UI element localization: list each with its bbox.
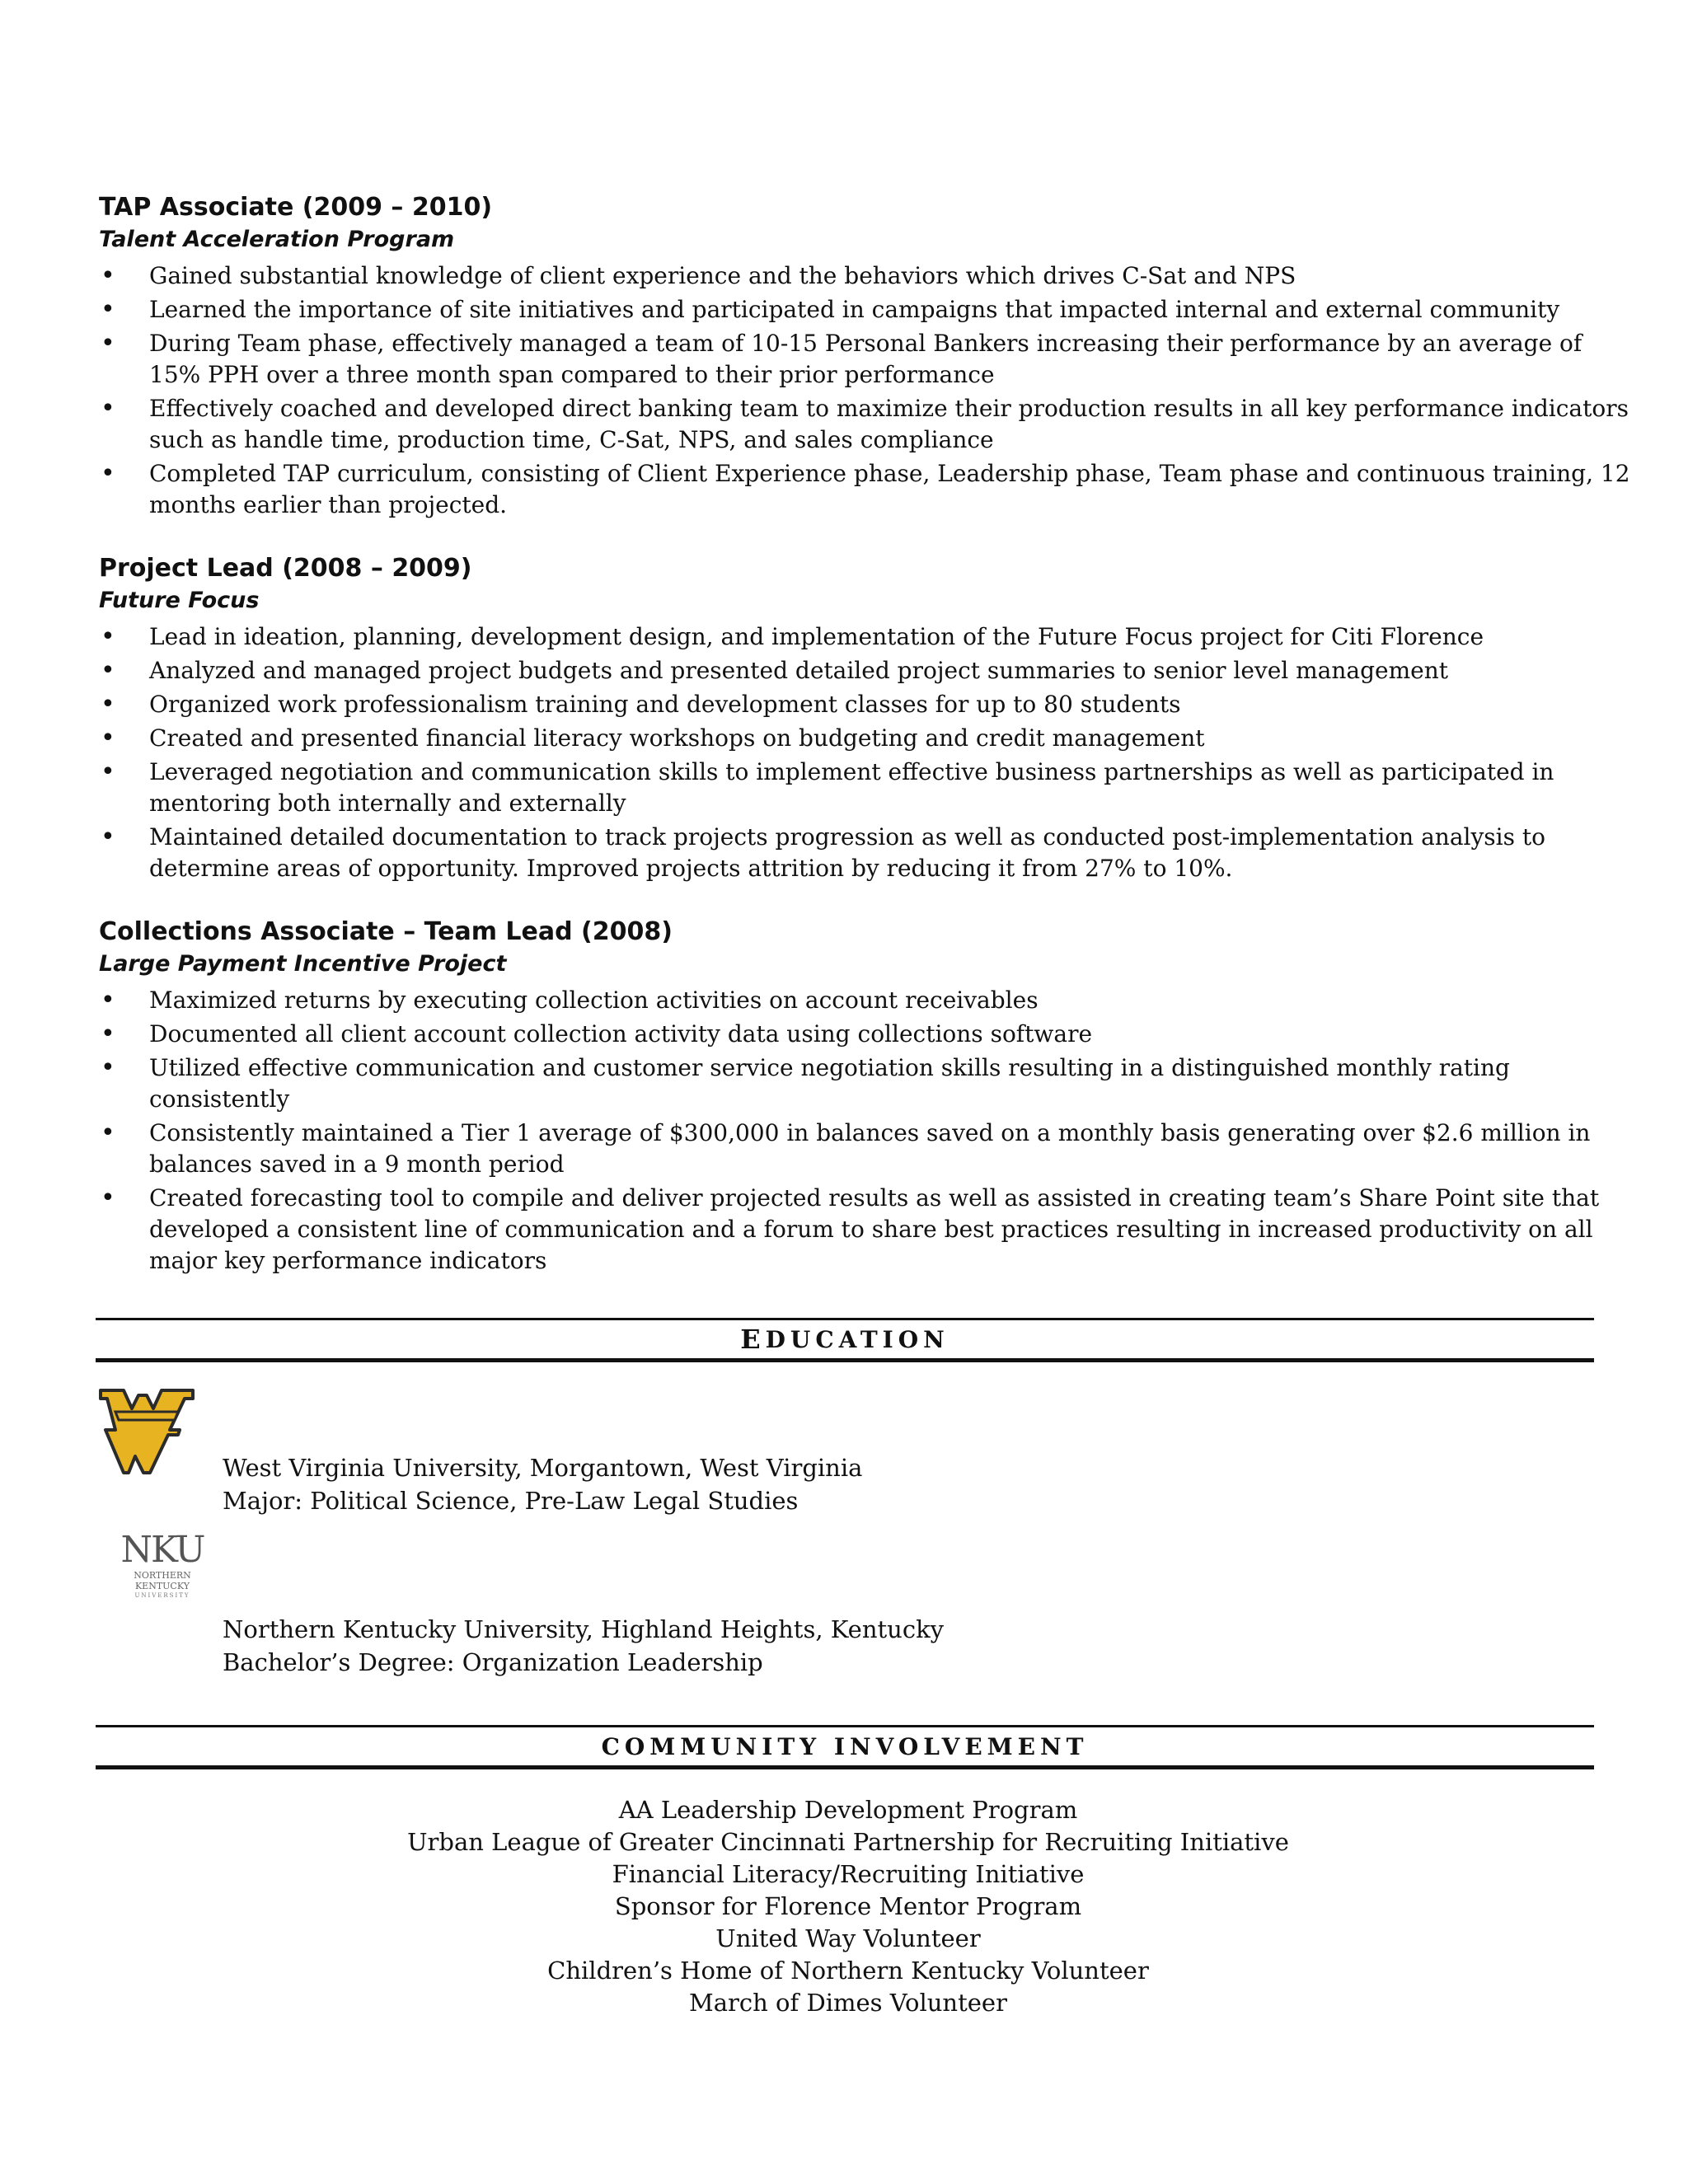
- list-item: March of Dimes Volunteer: [689, 1989, 1007, 2017]
- list-item: AA Leadership Development Program: [618, 1796, 1078, 1824]
- job-title: Project Lead (2008 – 2009): [99, 554, 472, 583]
- job-program: Future Focus: [99, 588, 260, 613]
- community-section-header: COMMUNITY INVOLVEMENT: [96, 1725, 1594, 1769]
- education-heading-initial: E: [740, 1324, 766, 1355]
- list-item: • Effectively coached and developed direct banking team to maximize their production results in all key performance indicators such as handle time, production time, C-Sat, NPS, and sales compliance: [99, 393, 1632, 456]
- list-item: • Organized work professionalism training and development classes for up to 80 students: [99, 689, 1632, 720]
- list-item: • Gained substantial knowledge of client experience and the behaviors which drives C-Sat and NPS: [99, 260, 1632, 292]
- education-entry-nku: [99, 1530, 1599, 1695]
- list-item: • Maintained detailed documentation to track projects progression as well as conducted post-implementation analysis to determine areas of opportunity. Improved projects attrition by reducing it from 27% to 10%.: [99, 822, 1632, 884]
- nku-logo-icon: [117, 1530, 208, 1600]
- job-entry-collections-associate: [99, 916, 1599, 1277]
- education-heading-rest: DUCATION: [765, 1325, 950, 1353]
- nku-logo-letters: NKU: [120, 1529, 204, 1571]
- list-item: Financial Literacy/Recruiting Initiative: [612, 1860, 1085, 1888]
- wvu-flying-wv-logo-icon: [99, 1387, 195, 1479]
- school-major: Major: Political Science, Pre-Law Legal Studies: [223, 1487, 799, 1515]
- community-list: [99, 1794, 1597, 2019]
- job-title: TAP Associate (2009 – 2010): [99, 193, 493, 222]
- school-degree: Bachelor’s Degree: Organization Leadership: [223, 1648, 763, 1676]
- list-item: • Completed TAP curriculum, consisting of Client Experience phase, Leadership phase, Team phase and continuous training, 12 months earlier than projected.: [99, 458, 1632, 521]
- list-item: • Consistently maintained a Tier 1 average of $300,000 in balances saved on a monthly basis generating over $2.6 million in balances saved in a 9 month period: [99, 1118, 1632, 1180]
- job-entry-project-lead: [99, 552, 1599, 884]
- job-program: Large Payment Incentive Project: [99, 951, 507, 977]
- list-item: • Documented all client account collection activity data using collections software: [99, 1019, 1632, 1050]
- resume-page: [99, 191, 1630, 2019]
- list-item: Urban League of Greater Cincinnati Partnership for Recruiting Initiative: [407, 1828, 1289, 1856]
- list-item: • Created forecasting tool to compile and deliver projected results as well as assisted in creating team’s Share Point site that developed a consistent line of communication and a forum to share best practices resulting in increased productivity on all major key performance indicators: [99, 1183, 1632, 1277]
- job-bullet-list: [99, 985, 1599, 1277]
- list-item: Children’s Home of Northern Kentucky Volunteer: [547, 1957, 1149, 1985]
- education-section-header: [96, 1318, 1594, 1362]
- education-details: [223, 1613, 944, 1679]
- list-item: • Learned the importance of site initiatives and participated in campaigns that impacted internal and external community: [99, 294, 1632, 326]
- nku-logo-sub3: UNIVERSITY: [134, 1592, 190, 1599]
- job-entry-tap-associate: [99, 191, 1630, 521]
- list-item: • Analyzed and managed project budgets and presented detailed project summaries to senior level management: [99, 655, 1632, 687]
- job-bullet-list: [99, 621, 1599, 884]
- education-details: [223, 1451, 862, 1517]
- job-program: Talent Acceleration Program: [99, 227, 455, 252]
- job-bullet-list: [99, 260, 1630, 521]
- list-item: • Created and presented financial literacy workshops on budgeting and credit management: [99, 723, 1632, 754]
- job-title: Collections Associate – Team Lead (2008): [99, 917, 673, 946]
- list-item: • Utilized effective communication and customer service negotiation skills resulting in a distinguished monthly rating consistently: [99, 1052, 1632, 1115]
- list-item: • During Team phase, effectively managed a team of 10-15 Personal Bankers increasing their performance by an average of 15% PPH over a three month span compared to their prior performance: [99, 328, 1632, 391]
- list-item: United Way Volunteer: [715, 1924, 981, 1952]
- school-name: West Virginia University, Morgantown, West Virginia: [223, 1454, 863, 1482]
- education-entry-wvu: [99, 1382, 1599, 1522]
- nku-logo-sub1: NORTHERN: [134, 1570, 191, 1581]
- list-item: • Leveraged negotiation and communication skills to implement effective business partnerships as well as participated in mentoring both internally and externally: [99, 757, 1632, 819]
- school-name: Northern Kentucky University, Highland Heights, Kentucky: [223, 1615, 945, 1643]
- nku-logo-sub2: KENTUCKY: [134, 1581, 190, 1591]
- list-item: • Lead in ideation, planning, development design, and implementation of the Future Focus project for Citi Florence: [99, 621, 1632, 653]
- list-item: • Maximized returns by executing collection activities on account receivables: [99, 985, 1632, 1016]
- list-item: Sponsor for Florence Mentor Program: [614, 1892, 1082, 1920]
